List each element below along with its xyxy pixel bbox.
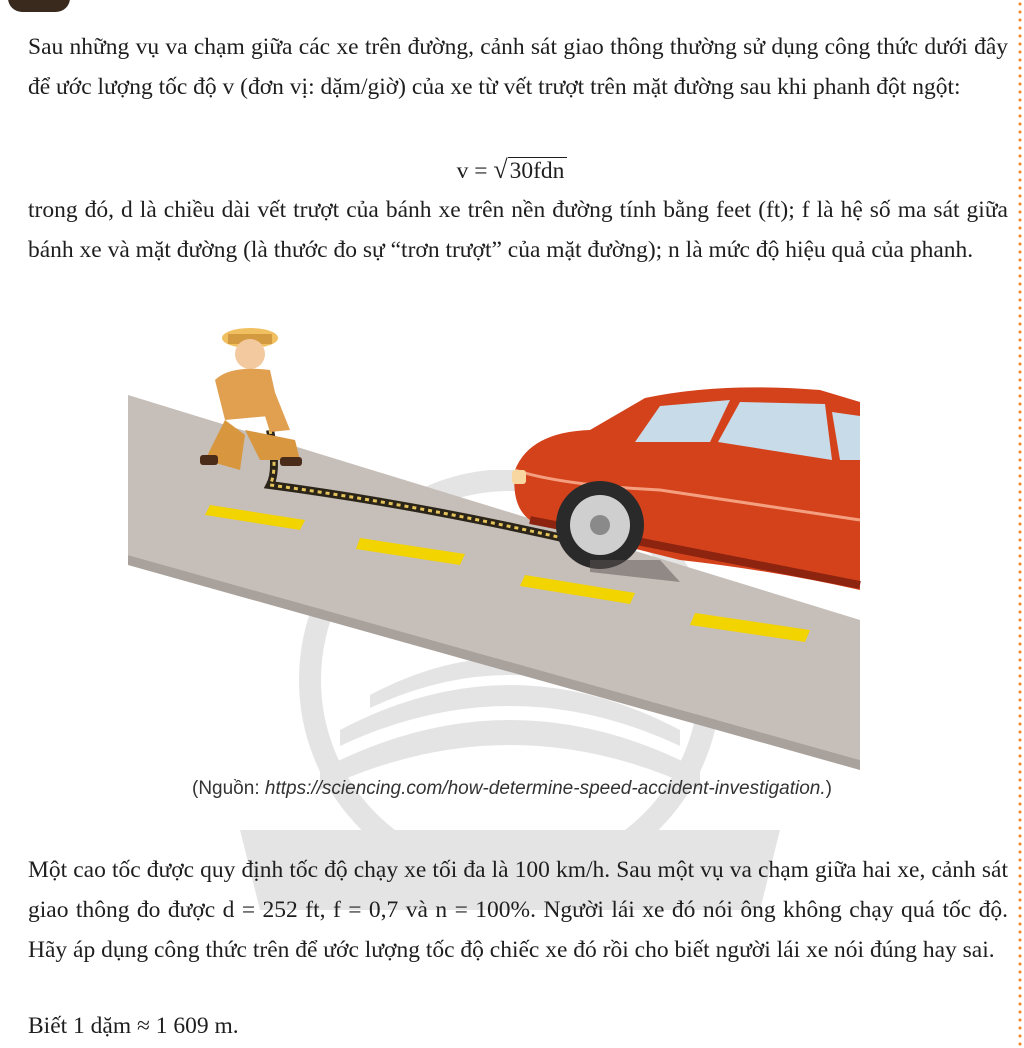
square-root: √30fdn <box>493 150 567 191</box>
section-badge <box>8 0 70 12</box>
formula-radicand: 30fdn <box>508 157 568 184</box>
note-paragraph: Biết 1 dặm ≈ 1 609 m. <box>28 1013 239 1039</box>
skid-mark-illustration <box>120 320 880 770</box>
speed-formula <box>0 150 1024 191</box>
caption-url: https://sciencing.com/how-determine-speed-accident-investigation. <box>264 778 826 799</box>
problem-paragraph: Một cao tốc được quy định tốc độ chạy xe tối đa là 100 km/h. Sau một vụ va chạm giữa hai xe, cảnh sát giao thông đo được d = 252 ft, f = 0,7 và n = 100%. Người lái xe đó nói ông không chạy quá tốc độ. Hãy áp dụng công thức trên để ước lượng tốc độ chiếc xe đó rồi cho biết người lái xe nói đúng hay sai. <box>28 857 1008 963</box>
caption-prefix: (Nguồn: <box>192 778 265 799</box>
intro-paragraph: Sau những vụ va chạm giữa các xe trên đường, cảnh sát giao thông thường sử dụng công thức dưới đây để ước lượng tốc độ v (đơn vị: dặm/giờ) của xe từ vết trượt trên mặt đường sau khi phanh đột ngột: <box>28 34 1008 100</box>
formula-lhs: v = <box>456 158 488 184</box>
image-caption <box>0 778 1024 800</box>
explanation-paragraph: trong đó, d là chiều dài vết trượt của bánh xe trên nền đường tính bằng feet (ft); f là hệ số ma sát giữa bánh xe và mặt đường (là thước đo sự “trơn trượt” của mặt đường); n là mức độ hiệu quả của phanh. <box>28 197 1008 263</box>
caption-suffix: ) <box>825 778 832 799</box>
